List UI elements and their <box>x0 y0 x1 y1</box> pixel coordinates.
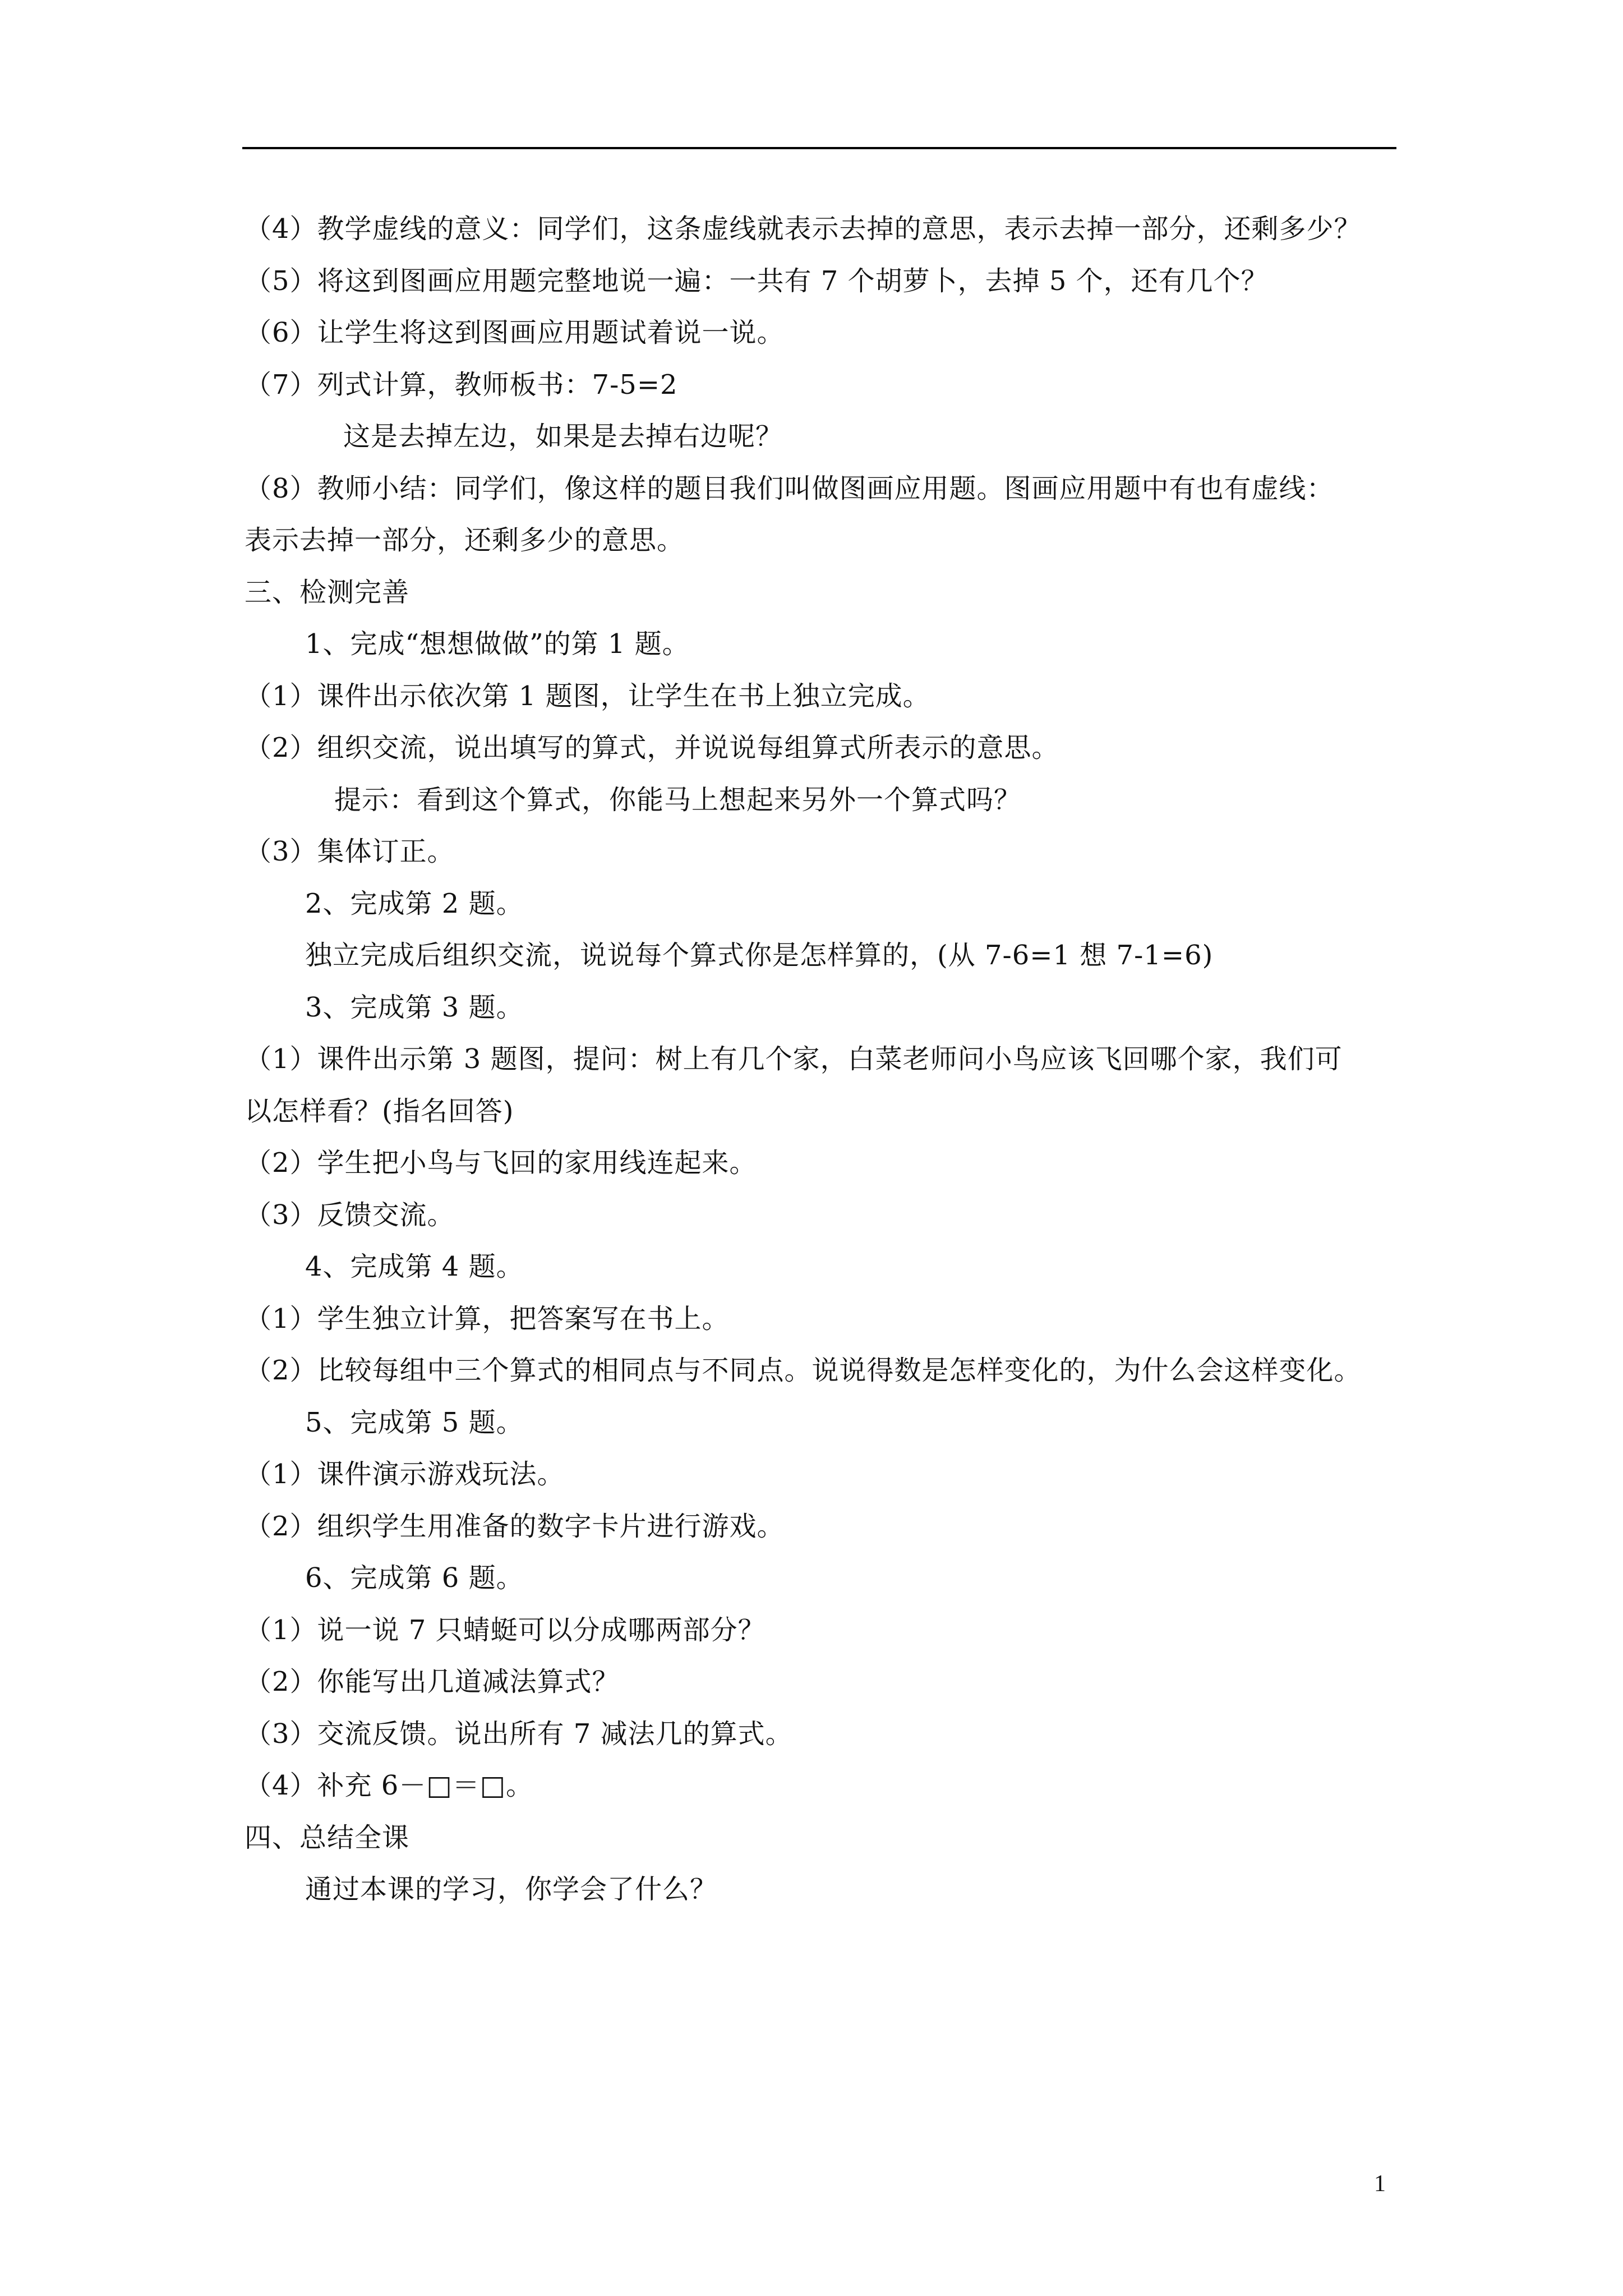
exercise-2-instruction: 独立完成后组织交流，说说每个算式你是怎样算的，(从 7-6=1 想 7-1=6) <box>305 940 1214 971</box>
step-5-retell-problem: （5）将这到图画应用题完整地说一遍：一共有 7 个胡萝卜，去掉 5 个，还有几个？ <box>245 265 1269 297</box>
exercise-1-heading: 1、完成“想想做做”的第 1 题。 <box>305 628 690 660</box>
exercise-5-item-1: （1）课件演示游戏玩法。 <box>245 1458 565 1490</box>
exercise-1-item-2: （2）组织交流，说出填写的算式，并说说每组算式所表示的意思。 <box>245 732 1059 763</box>
step-6-students-retell: （6）让学生将这到图画应用题试着说一说。 <box>245 317 785 348</box>
step-7-equation: （7）列式计算，教师板书：7-5=2 <box>245 369 678 401</box>
document-body <box>245 212 1400 1925</box>
step-7-followup-question: 这是去掉左边，如果是去掉右边呢？ <box>343 421 783 452</box>
header-rule <box>242 147 1396 149</box>
exercise-1-item-3: （3）集体订正。 <box>245 836 455 867</box>
exercise-3-heading: 3、完成第 3 题。 <box>305 991 524 1023</box>
exercise-2-heading: 2、完成第 2 题。 <box>305 887 524 919</box>
exercise-6-item-3: （3）交流反馈。说出所有 7 减法几的算式。 <box>245 1718 793 1750</box>
exercise-6-heading: 6、完成第 6 题。 <box>305 1562 524 1594</box>
exercise-6-item-2: （2）你能写出几道减法算式？ <box>245 1666 620 1697</box>
page-number: 1 <box>1374 2171 1386 2197</box>
step-8-summary-continued: 表示去掉一部分，还剩多少的意思。 <box>245 524 685 556</box>
step-8-teacher-summary: （8）教师小结：同学们，像这样的题目我们叫做图画应用题。图画应用题中有也有虚线： <box>245 472 1334 504</box>
exercise-3-item-2: （2）学生把小鸟与飞回的家用线连起来。 <box>245 1147 757 1179</box>
exercise-5-item-2: （2）组织学生用准备的数字卡片进行游戏。 <box>245 1510 785 1542</box>
exercise-6-item-4: （4）补充 6－□＝□。 <box>245 1770 534 1801</box>
exercise-3-item-3: （3）反馈交流。 <box>245 1199 455 1231</box>
exercise-3-item-1-continued: 以怎样看？(指名回答) <box>245 1095 514 1127</box>
section-3-heading: 三、检测完善 <box>245 576 410 608</box>
section-4-question: 通过本课的学习，你学会了什么？ <box>305 1874 718 1905</box>
exercise-1-hint: 提示：看到这个算式，你能马上想起来另外一个算式吗？ <box>334 784 1022 816</box>
section-4-heading: 四、总结全课 <box>245 1821 410 1853</box>
exercise-4-item-1: （1）学生独立计算，把答案写在书上。 <box>245 1303 730 1335</box>
step-4-dashed-line-meaning: （4）教学虚线的意义：同学们，这条虚线就表示去掉的意思，表示去掉一部分，还剩多少？ <box>245 213 1362 245</box>
exercise-1-item-1: （1）课件出示依次第 1 题图，让学生在书上独立完成。 <box>245 680 930 712</box>
exercise-6-item-1: （1）说一说 7 只蜻蜓可以分成哪两部分？ <box>245 1614 766 1646</box>
exercise-4-heading: 4、完成第 4 题。 <box>305 1251 524 1282</box>
exercise-5-heading: 5、完成第 5 题。 <box>305 1406 524 1438</box>
exercise-4-item-2: （2）比较每组中三个算式的相同点与不同点。说说得数是怎样变化的，为什么会这样变化。 <box>245 1355 1362 1386</box>
exercise-3-item-1: （1）课件出示第 3 题图，提问：树上有几个家，白菜老师问小鸟应该飞回哪个家，我们可 <box>245 1043 1343 1075</box>
